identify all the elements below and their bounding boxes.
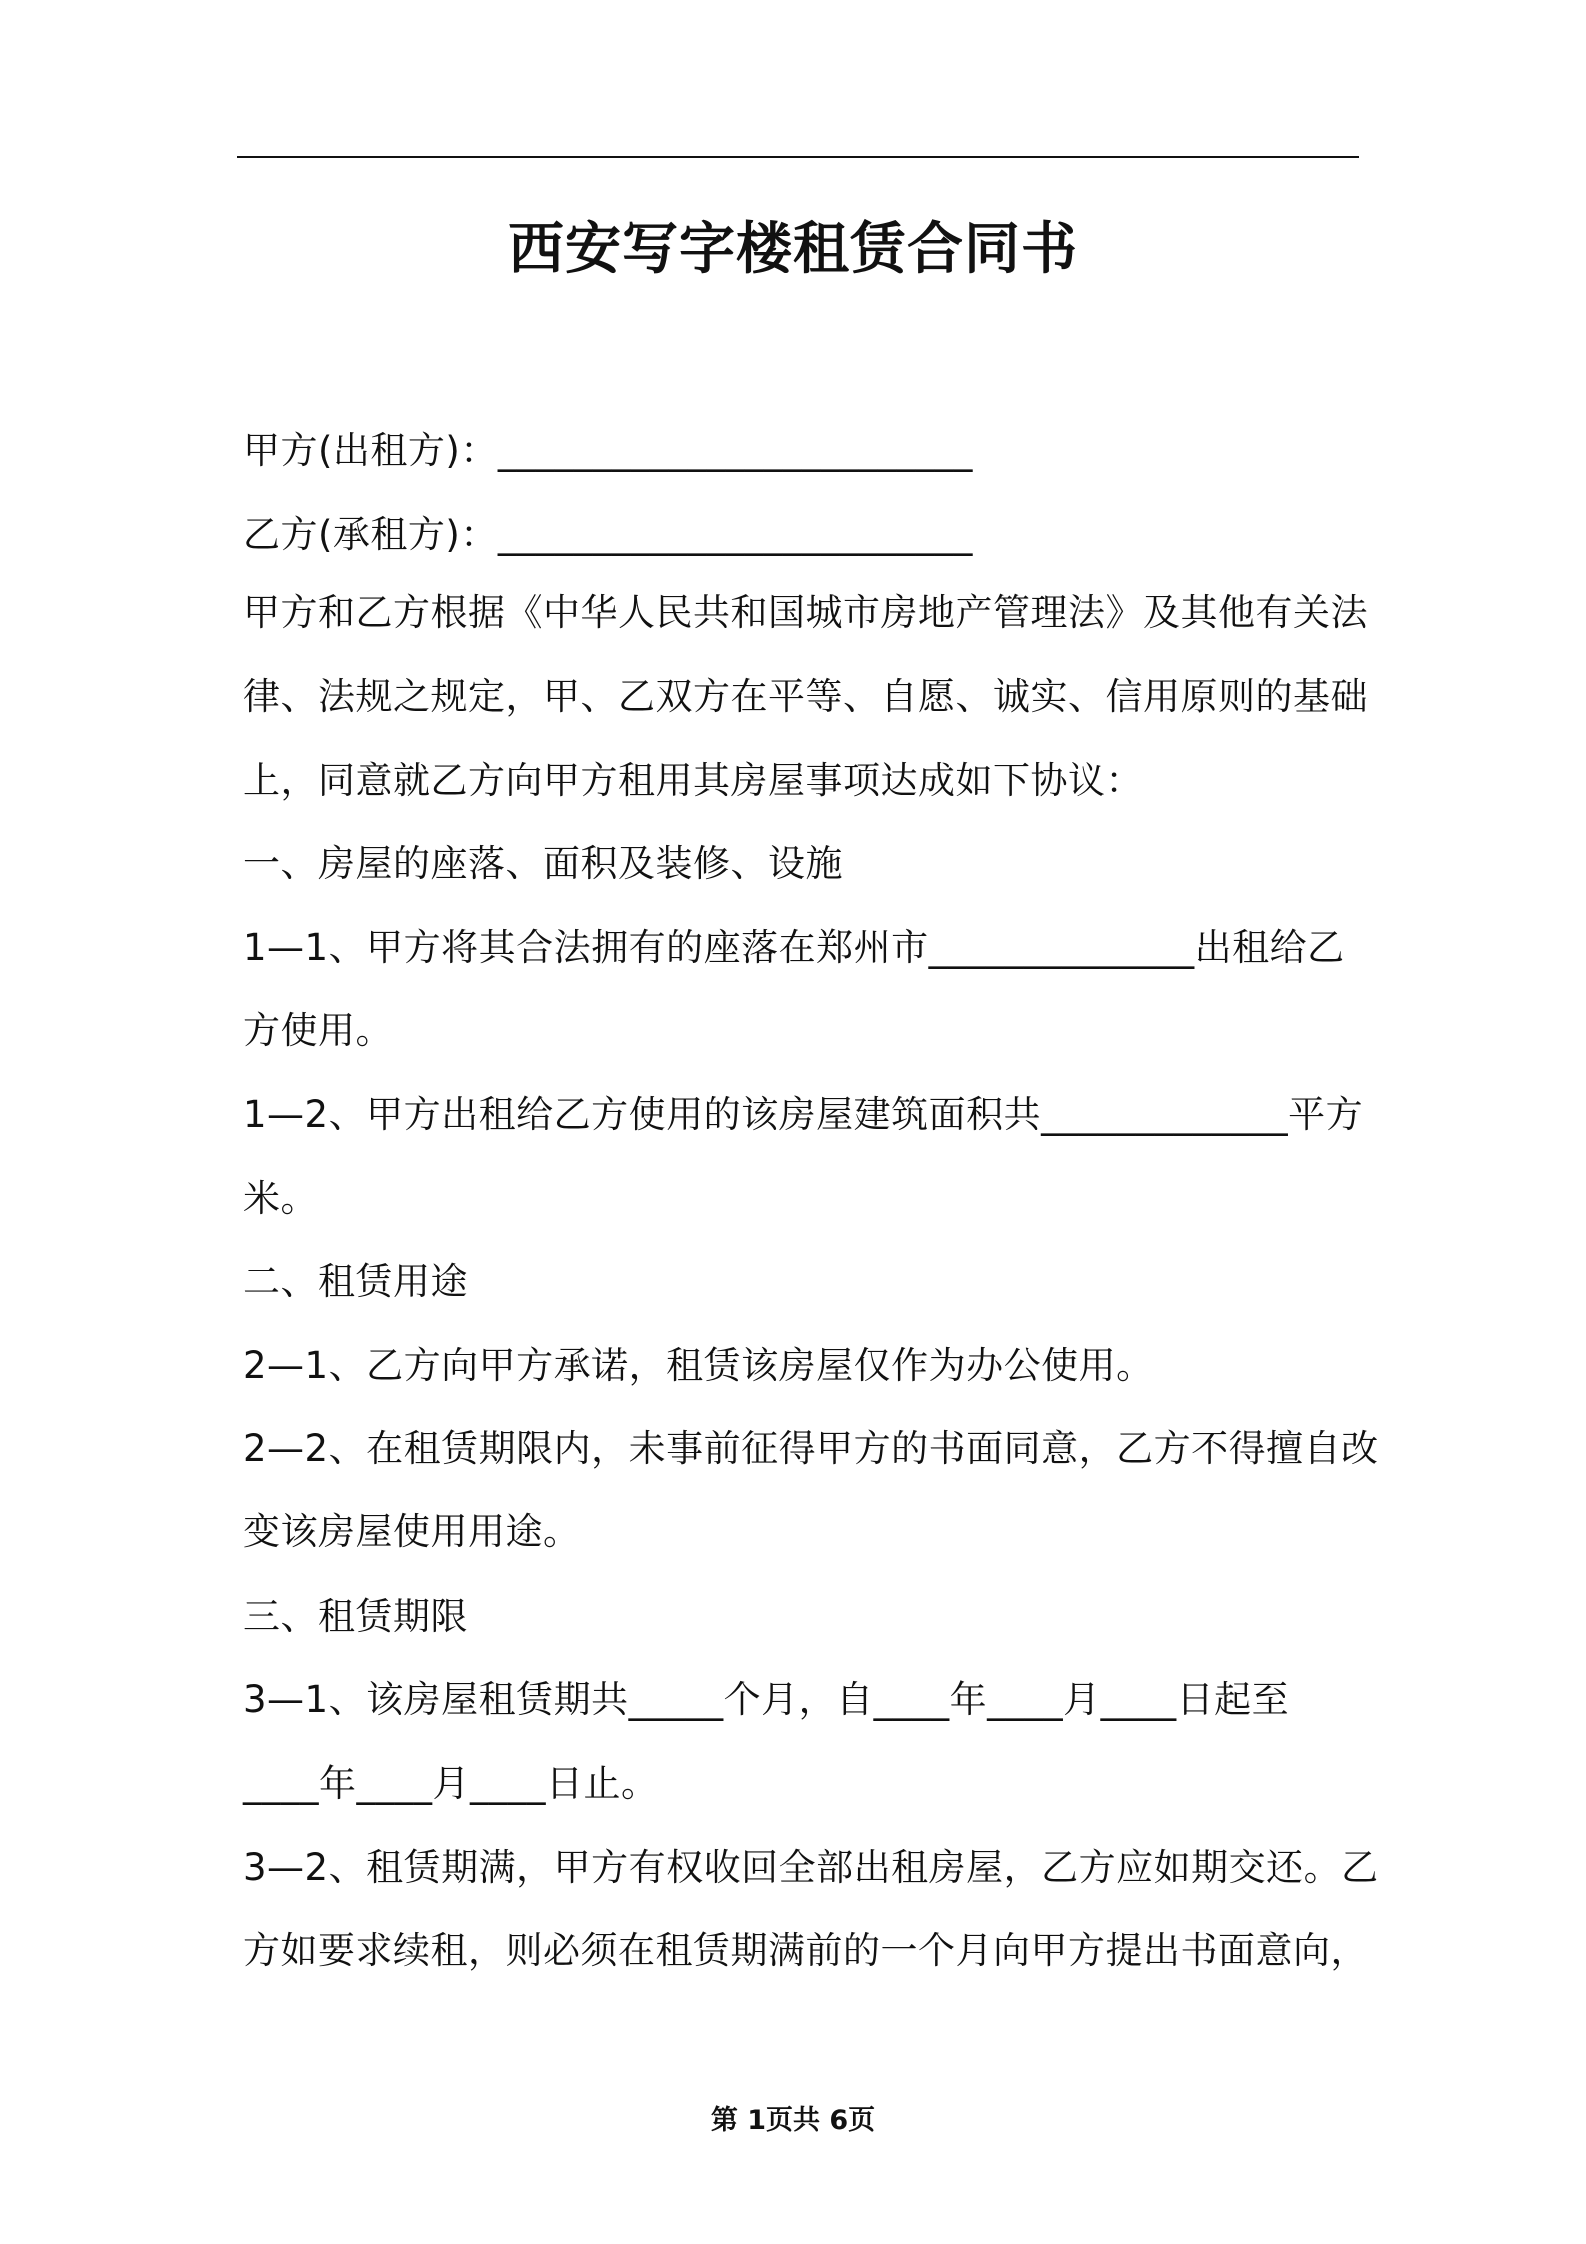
section-2-heading: 二、租赁用途 — [243, 1260, 468, 1303]
clause-2-2-line-1: 2—2、在租赁期限内，未事前征得甲方的书面同意，乙方不得擅自改 — [243, 1427, 1379, 1470]
section-3-heading: 三、租赁期限 — [243, 1595, 468, 1638]
clause-3-2-line-2: 方如要求续租，则必须在租赁期满前的一个月向甲方提出书面意向， — [243, 1929, 1368, 1972]
preamble-line-3: 上，同意就乙方向甲方租用其房屋事项达成如下协议： — [243, 759, 1143, 802]
section-1-heading: 一、房屋的座落、面积及装修、设施 — [243, 842, 843, 885]
clause-1-2-line-2: 米。 — [243, 1177, 318, 1220]
page-number: 第 1页共 6页 — [710, 2105, 876, 2136]
clause-3-1-line-2: ____年____月____日止。 — [243, 1762, 659, 1805]
document-title: 西安写字楼租赁合同书 — [508, 217, 1078, 282]
clause-3-1-line-1: 3—1、该房屋租赁期共_____个月，自____年____月____日起至 — [243, 1678, 1290, 1721]
preamble-line-2: 律、法规之规定，甲、乙双方在平等、自愿、诚实、信用原则的基础 — [243, 675, 1368, 718]
header-rule — [237, 156, 1359, 158]
clause-1-2-line-1: 1—2、甲方出租给乙方使用的该房屋建筑面积共_____________平方 — [243, 1093, 1364, 1136]
clause-2-1: 2—1、乙方向甲方承诺，租赁该房屋仅作为办公使用。 — [243, 1344, 1154, 1387]
clause-1-1-line-1: 1—1、甲方将其合法拥有的座落在郑州市______________出租给乙 — [243, 926, 1345, 969]
party-a-line: 甲方(出租方)：_________________________ — [243, 429, 973, 472]
clause-3-2-line-1: 3—2、租赁期满，甲方有权收回全部出租房屋，乙方应如期交还。乙 — [243, 1846, 1379, 1889]
clause-2-2-line-2: 变该房屋使用用途。 — [243, 1510, 581, 1553]
clause-1-1-line-2: 方使用。 — [243, 1009, 393, 1052]
preamble-line-1: 甲方和乙方根据《中华人民共和国城市房地产管理法》及其他有关法 — [243, 591, 1368, 634]
party-b-line: 乙方(承租方)：_________________________ — [243, 513, 973, 556]
